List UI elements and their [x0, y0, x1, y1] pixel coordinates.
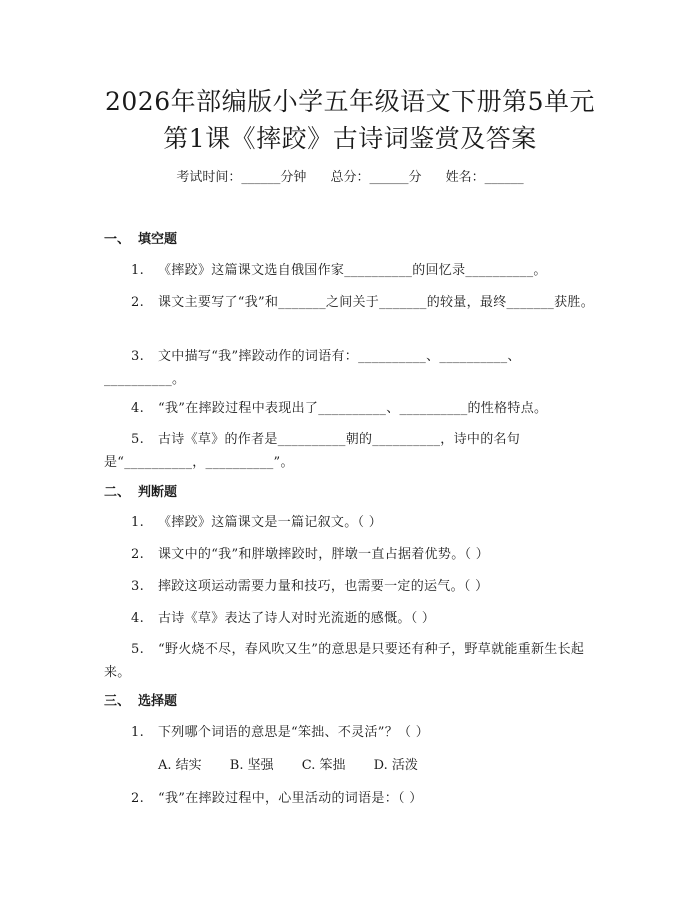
question-number: 5. [131, 432, 145, 447]
page-title-line1: 2026年部编版小学五年级语文下册第5单元 [104, 87, 596, 116]
question-text: 摔跤这项运动需要力量和技巧，也需要一定的运气。（ ） [158, 579, 489, 594]
student-name: 姓名：______ [445, 170, 524, 185]
question-text: 古诗《草》的作者是__________朝的__________，诗中的名句是“__________，__________”。 [104, 432, 521, 470]
option-d: D. 活泼 [373, 758, 418, 773]
question-number: 4. [131, 401, 145, 416]
question [104, 428, 600, 474]
question-text: 《摔跤》这篇课文选自俄国作家__________的回忆录__________。 [158, 263, 547, 278]
section-title: 填空题 [138, 232, 178, 247]
question-text: 《摔跤》这篇课文是一篇记叙文。（ ） [158, 515, 383, 530]
section-heading [104, 484, 177, 502]
question-number: 4. [131, 611, 145, 626]
question-number: 1. [131, 515, 145, 530]
question-text: 课文中的“我”和胖墩摔跤时，胖墩一直占据着优势。（ ） [158, 547, 490, 562]
question [104, 291, 600, 314]
section-heading [104, 231, 177, 249]
exam-score: 总分：______分 [330, 170, 422, 185]
section-number: 一、 [104, 232, 131, 247]
question [104, 721, 600, 744]
exam-meta [0, 169, 700, 187]
question [104, 638, 600, 684]
page-title-line2: 第1课《摔跤》古诗词鉴赏及答案 [163, 124, 537, 153]
section-heading [104, 693, 177, 711]
section-title: 选择题 [138, 694, 178, 709]
question [104, 607, 600, 630]
question-number: 1. [131, 725, 145, 740]
option-b: B. 坚强 [229, 758, 274, 773]
question [104, 345, 600, 391]
question-text: “我”在摔跤过程中，心里活动的词语是：（ ） [158, 791, 423, 806]
question-number: 3. [131, 579, 145, 594]
question [104, 397, 600, 420]
section-number: 三、 [104, 694, 131, 709]
question-number: 2. [131, 295, 145, 310]
question [104, 543, 600, 566]
question-number: 2. [131, 791, 145, 806]
question-text: “我”在摔跤过程中表现出了__________、__________的性格特点。 [158, 401, 548, 416]
section-number: 二、 [104, 485, 131, 500]
question-number: 1. [131, 263, 145, 278]
question [104, 787, 600, 810]
option-c: C. 笨拙 [301, 758, 346, 773]
question [104, 511, 600, 534]
section-title: 判断题 [138, 485, 178, 500]
question-text: 文中描写“我”摔跤动作的词语有：__________、__________、__________。 [104, 349, 521, 387]
question-text: “野火烧不尽，春风吹又生”的意思是只要还有种子，野草就能重新生长起来。 [104, 642, 585, 680]
question-number: 2. [131, 547, 145, 562]
option-a: A. 结实 [158, 758, 202, 773]
question-number: 5. [131, 642, 145, 657]
answer-options [158, 757, 442, 775]
exam-time: 考试时间：______分钟 [176, 170, 307, 185]
question [104, 575, 600, 598]
question-number: 3. [131, 349, 145, 364]
question-text: 下列哪个词语的意思是“笨拙、不灵活”？（ ） [158, 725, 430, 740]
question [104, 259, 600, 282]
question-text: 课文主要写了“我”和_______之间关于_______的较量，最终_______获胜。 [158, 295, 594, 310]
question-text: 古诗《草》表达了诗人对时光流逝的感慨。（ ） [158, 611, 436, 626]
